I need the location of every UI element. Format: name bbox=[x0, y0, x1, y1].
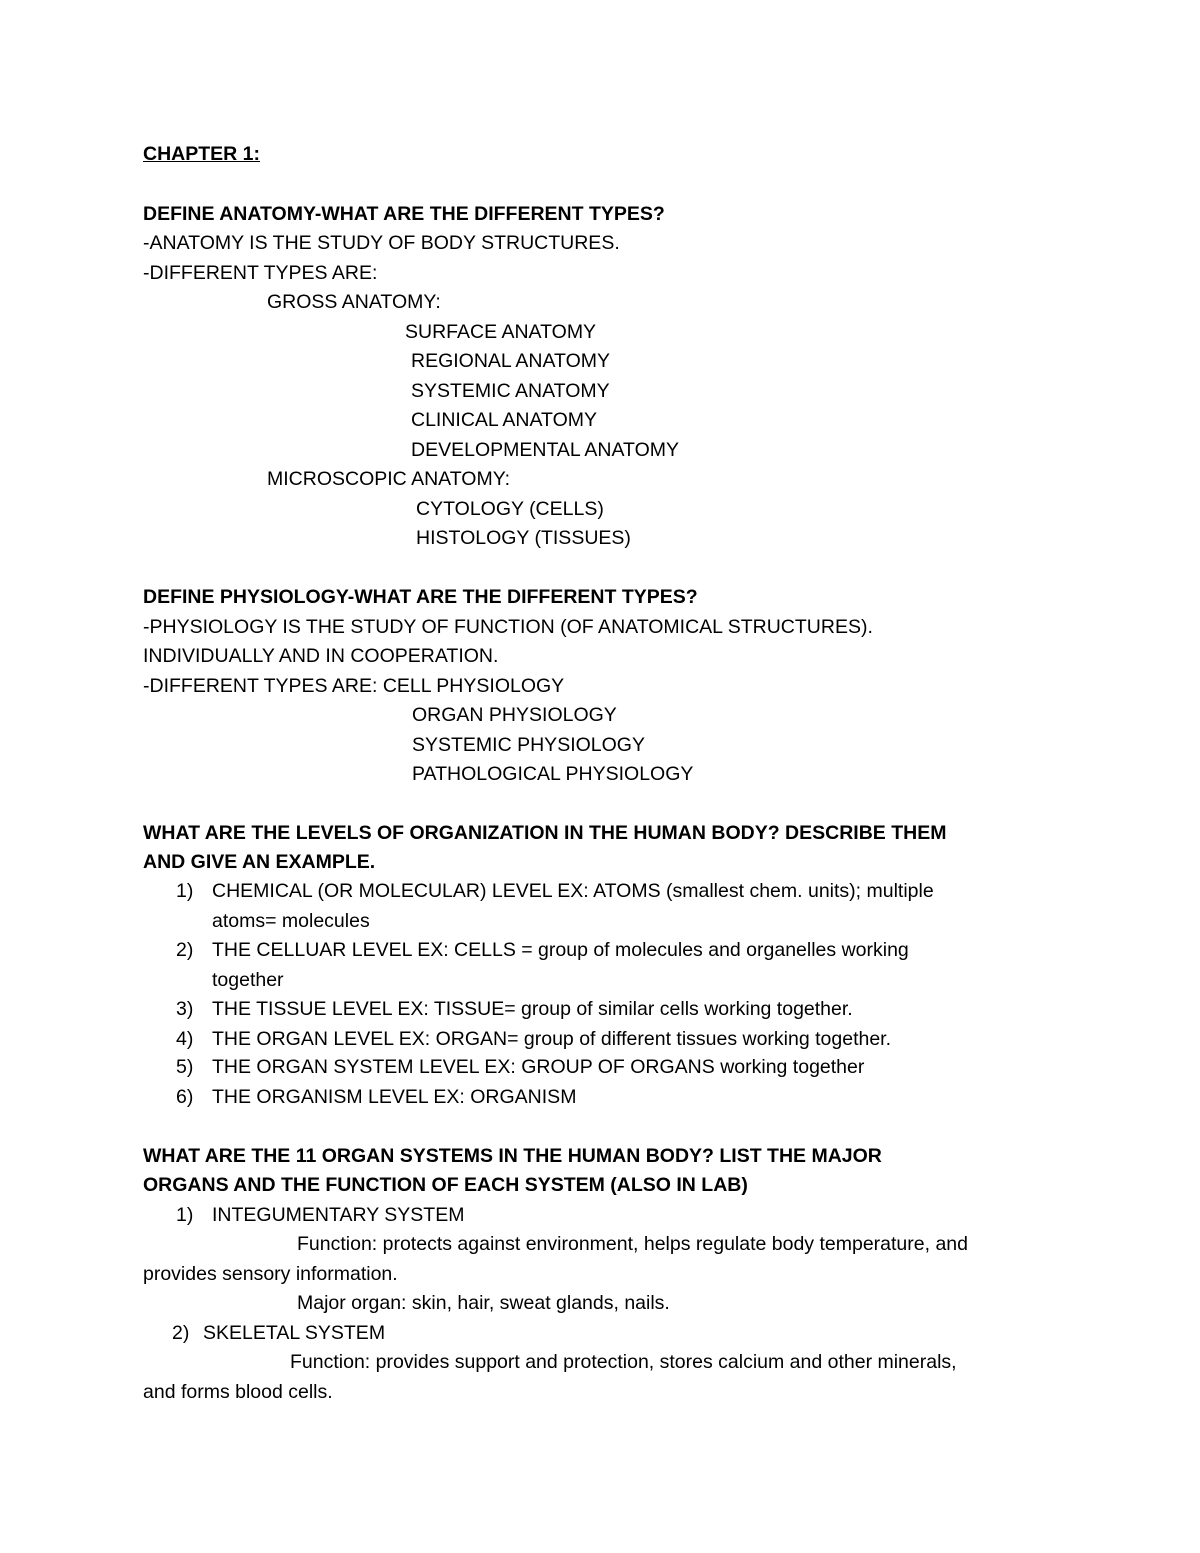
system-function-cont: provides sensory information. bbox=[143, 1263, 398, 1285]
list-item-text: THE TISSUE LEVEL EX: TISSUE= group of similar cells working together. bbox=[212, 998, 853, 1020]
gross-anatomy-item: CLINICAL ANATOMY bbox=[411, 409, 598, 431]
system-number: 2) bbox=[172, 1322, 190, 1344]
gross-anatomy-item: DEVELOPMENTAL ANATOMY bbox=[411, 439, 680, 461]
levels-heading-cont: AND GIVE AN EXAMPLE. bbox=[143, 851, 376, 873]
system-function: Function: provides support and protection, stores calcium and other minerals, bbox=[290, 1351, 957, 1373]
systems-heading: WHAT ARE THE 11 ORGAN SYSTEMS IN THE HUMAN BODY? LIST THE MAJOR bbox=[143, 1145, 882, 1167]
physiology-definition-cont: INDIVIDUALLY AND IN COOPERATION. bbox=[143, 645, 499, 667]
chapter-title: CHAPTER 1: bbox=[143, 143, 261, 165]
anatomy-heading: DEFINE ANATOMY-WHAT ARE THE DIFFERENT TYPES? bbox=[143, 203, 665, 225]
physiology-type-item: ORGAN PHYSIOLOGY bbox=[412, 704, 617, 726]
gross-anatomy-item: REGIONAL ANATOMY bbox=[411, 350, 611, 372]
system-name: SKELETAL SYSTEM bbox=[203, 1322, 386, 1344]
levels-heading: WHAT ARE THE LEVELS OF ORGANIZATION IN THE HUMAN BODY? DESCRIBE THEM bbox=[143, 822, 947, 844]
list-item-text-cont: together bbox=[212, 969, 284, 991]
anatomy-definition: -ANATOMY IS THE STUDY OF BODY STRUCTURES. bbox=[143, 232, 620, 254]
microscopic-anatomy-label: MICROSCOPIC ANATOMY: bbox=[267, 468, 511, 490]
list-item-number: 4) bbox=[176, 1028, 194, 1050]
list-item-text: CHEMICAL (OR MOLECULAR) LEVEL EX: ATOMS (smallest chem. units); multiple bbox=[212, 880, 934, 902]
list-item-number: 1) bbox=[176, 880, 194, 902]
physiology-heading: DEFINE PHYSIOLOGY-WHAT ARE THE DIFFERENT TYPES? bbox=[143, 586, 698, 608]
microscopic-anatomy-item: CYTOLOGY (CELLS) bbox=[416, 498, 604, 520]
list-item-text: THE ORGAN SYSTEM LEVEL EX: GROUP OF ORGANS working together bbox=[212, 1056, 865, 1078]
systems-heading-cont: ORGANS AND THE FUNCTION OF EACH SYSTEM (ALSO IN LAB) bbox=[143, 1174, 748, 1196]
system-function-cont: and forms blood cells. bbox=[143, 1381, 333, 1403]
system-number: 1) bbox=[176, 1204, 194, 1226]
physiology-definition: -PHYSIOLOGY IS THE STUDY OF FUNCTION (OF ANATOMICAL STRUCTURES). bbox=[143, 616, 873, 638]
system-function: Function: protects against environment, helps regulate body temperature, and bbox=[297, 1233, 968, 1255]
list-item-number: 3) bbox=[176, 998, 194, 1020]
gross-anatomy-item: SYSTEMIC ANATOMY bbox=[411, 380, 610, 402]
list-item-text: THE CELLUAR LEVEL EX: CELLS = group of molecules and organelles working bbox=[212, 939, 909, 961]
list-item-text: THE ORGANISM LEVEL EX: ORGANISM bbox=[212, 1086, 577, 1108]
list-item-number: 6) bbox=[176, 1086, 194, 1108]
physiology-type-item: SYSTEMIC PHYSIOLOGY bbox=[412, 734, 645, 756]
gross-anatomy-item: SURFACE ANATOMY bbox=[405, 321, 597, 343]
list-item-text-cont: atoms= molecules bbox=[212, 910, 370, 932]
list-item-number: 5) bbox=[176, 1056, 194, 1078]
system-name: INTEGUMENTARY SYSTEM bbox=[212, 1204, 465, 1226]
physiology-type-item: PATHOLOGICAL PHYSIOLOGY bbox=[412, 763, 694, 785]
system-major-organs: Major organ: skin, hair, sweat glands, nails. bbox=[297, 1292, 670, 1314]
list-item-number: 2) bbox=[176, 939, 194, 961]
gross-anatomy-label: GROSS ANATOMY: bbox=[267, 291, 441, 313]
physiology-types-intro: -DIFFERENT TYPES ARE: CELL PHYSIOLOGY bbox=[143, 675, 565, 697]
anatomy-types-intro: -DIFFERENT TYPES ARE: bbox=[143, 262, 378, 284]
microscopic-anatomy-item: HISTOLOGY (TISSUES) bbox=[416, 527, 631, 549]
list-item-text: THE ORGAN LEVEL EX: ORGAN= group of different tissues working together. bbox=[212, 1028, 892, 1050]
